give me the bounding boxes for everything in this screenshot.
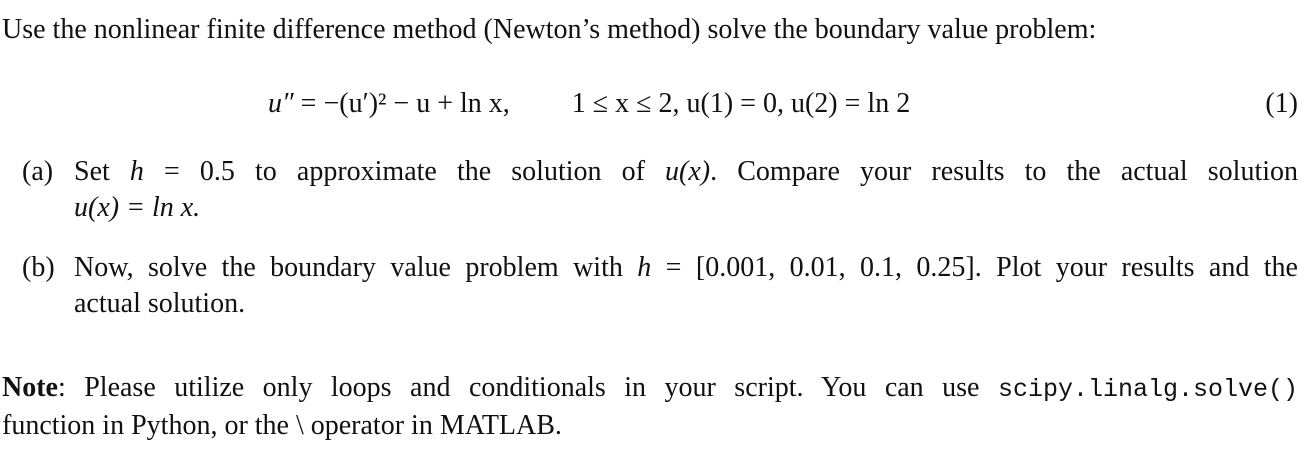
scipy-solve-code: scipy.linalg.solve() [997,375,1298,404]
part-a-line1-end: . Compare your results to the actual solution [710,156,1299,187]
part-b-line-1 [74,250,1298,286]
part-a-line-2: u(x) = ln x. [74,192,201,223]
equation-rhs: = −(u′)² − u + ln x, [300,88,510,119]
equation-number: (1) [1265,88,1298,119]
boundary-value-equation [268,86,910,122]
part-a-label: (a) [22,156,54,187]
part-a-line1-start: Set [74,156,130,187]
equation-lhs: u″ [268,88,294,119]
part-a-line-1 [74,154,1298,190]
step-size-var: h [129,156,144,187]
note-line1-start: : Please utilize only loops and conditionals in your script. You can use [57,372,998,403]
note-line-1 [2,370,1298,408]
part-a-line1-mid: = 0.5 to approximate the solution of [143,156,666,187]
part-b-line-2: actual solution. [74,288,246,319]
note-line-2: function in Python, or the \ operator in MATLAB. [2,410,562,441]
part-b-label: (b) [22,252,55,283]
part-b-line1-end: . Plot your results and the [974,252,1298,283]
part-a-text [74,154,1298,226]
equation-domain: 1 ≤ x ≤ 2, u(1) = 0, u(2) = ln 2 [571,88,911,119]
u-of-x: u(x) [665,156,711,187]
step-size-var: h [637,252,652,283]
part-b-line1-start: Now, solve the boundary value problem with [74,252,638,283]
part-b [22,250,1298,326]
part-b-text [74,250,1298,322]
part-a [22,154,1298,230]
note-label: Note [2,372,58,403]
problem-intro: Use the nonlinear finite difference method (Newton’s method) solve the boundary value problem: [2,14,1097,45]
note-paragraph [2,370,1298,444]
step-size-values: = [0.001, 0.01, 0.1, 0.25] [651,252,975,283]
